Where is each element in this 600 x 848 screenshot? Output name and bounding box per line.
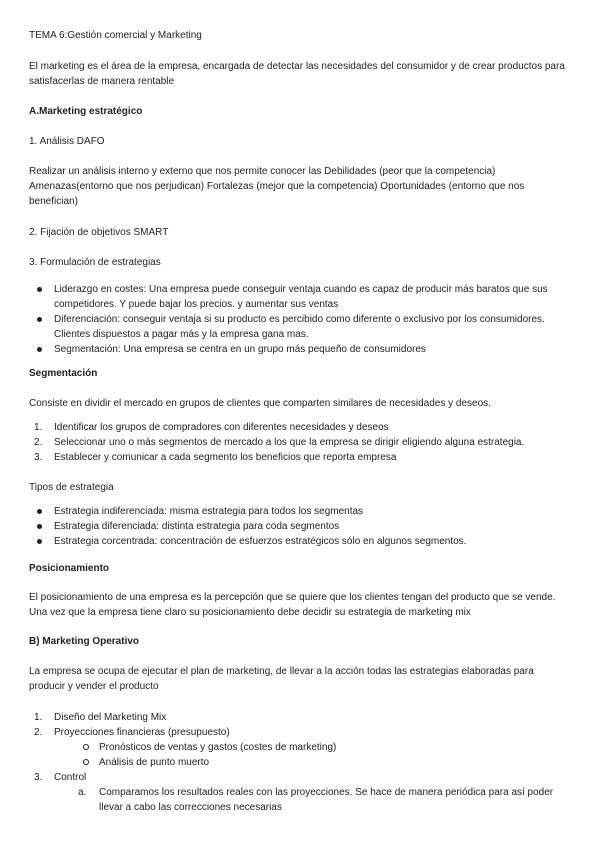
dafo-paragraph: Realizar un análisis interno y externo que nos permite conocer las Debilidades (peor que la competencia) Amenazas(entorno que nos perjudican) Fortalezas (mejor que la competencia) Oportunidades (entorno que nos benefician) [29, 166, 525, 207]
section-b-heading: B) Marketing Operativo [29, 636, 140, 647]
list-item: Análisis de punto muerto [54, 755, 569, 770]
proyecciones-sublist [54, 740, 569, 770]
posicionamiento-paragraph: El posicionamiento de una empresa es la percepción que se quiere que los clientes tengan del producto que se vende. Una vez que la empresa tiene claro su posicionamiento debe decidir su estrategia de marketing mix [29, 592, 556, 618]
page-title: TEMA 6:Gestión comercial y Marketing [29, 30, 202, 41]
list-item: 2. Proyecciones financieras (presupuesto) Pronósticos de ventas y gastos (costes de marketing) Análisis de punto muerto [29, 725, 569, 770]
list-item: Estrategia indiferenciada: misma estrategia para todos los segmentas [29, 504, 569, 519]
list-item: 2. Seleccionar uno o más segmentos de mercado a los que la empresa se dirigir eligiendo alguna estrategia. [34, 437, 525, 448]
bullet-icon [37, 347, 42, 352]
list-item: Liderazgo en costes: Una empresa puede conseguir ventaja cuando es capaz de producir más baratos que sus competidores. Y puede bajar los precios. y aumentar sus ventas [29, 282, 569, 312]
control-sublist [54, 785, 569, 815]
operativo-list [29, 710, 569, 815]
list-item: 1. Identificar los grupos de compradores con diferentes necesidades y deseos [34, 422, 389, 433]
segmentacion-heading: Segmentación [29, 368, 98, 379]
circle-bullet-icon [83, 759, 89, 765]
bullet-icon [37, 287, 42, 292]
list-item: a. Comparamos los resultados reales con las proyecciones. Se hace de manera periódica para así poder llevar a cabo las correcciones necesarias [78, 787, 554, 813]
strategies-title: 3. Formulación de estrategias [29, 257, 161, 268]
dafo-title: 1. Análisis DAFO [29, 136, 105, 147]
bullet-icon [37, 509, 42, 514]
list-item: Estrategia diferenciada: distinta estrategia para coda segmentos [29, 519, 569, 534]
list-item: Segmentación: Una empresa se centra en un grupo más pequeño de consumidores [29, 342, 569, 357]
list-item: Pronósticos de ventas y gastos (costes de marketing) [54, 740, 569, 755]
section-a-heading: A.Marketing estratégico [29, 106, 143, 117]
segmentacion-steps [29, 420, 569, 465]
strategies-list [29, 282, 569, 357]
list-item: Diferenciación: conseguir ventaja si su producto es percibido como diferente o exclusivo por los consumidores. Clientes dispuestos a pagar más y la empresa gana mas. [29, 312, 569, 342]
intro-paragraph: El marketing es el área de la empresa, encargada de detectar las necesidades del consumidor y de crear productos para satisfacerlas de manera rentable [29, 61, 565, 87]
list-item: 1. Diseño del Marketing Mix [34, 712, 167, 723]
circle-bullet-icon [83, 744, 89, 750]
types-title: Tipos de estrategia [29, 482, 114, 493]
bullet-icon [37, 317, 42, 322]
bullet-icon [37, 539, 42, 544]
list-item: 3. Control a. Comparamos los resultados reales con las proyecciones. Se hace de manera periódica para así poder llevar a cabo las correcciones necesarias [29, 770, 569, 815]
types-list [29, 504, 569, 549]
segmentacion-paragraph: Consiste en dividir el mercado en grupos de clientes que comparten similares de necesidades y deseos. [29, 398, 491, 409]
bullet-icon [37, 524, 42, 529]
list-item: Estrategia corcentrada: concentración de esfuerzos estratégicos sólo en algunos segmentos. [29, 534, 569, 549]
section-b-paragraph: La empresa se ocupa de ejecutar el plan de marketing, de llevar a la acción todas las estrategias elaboradas para producir y vender el producto [29, 666, 534, 692]
list-item: 3. Establecer y comunicar a cada segmento los beneficios que reporta empresa [34, 452, 397, 463]
posicionamiento-heading: Posicionamiento [29, 563, 110, 574]
smart-title: 2. Fijación de objetivos SMART [29, 227, 169, 238]
